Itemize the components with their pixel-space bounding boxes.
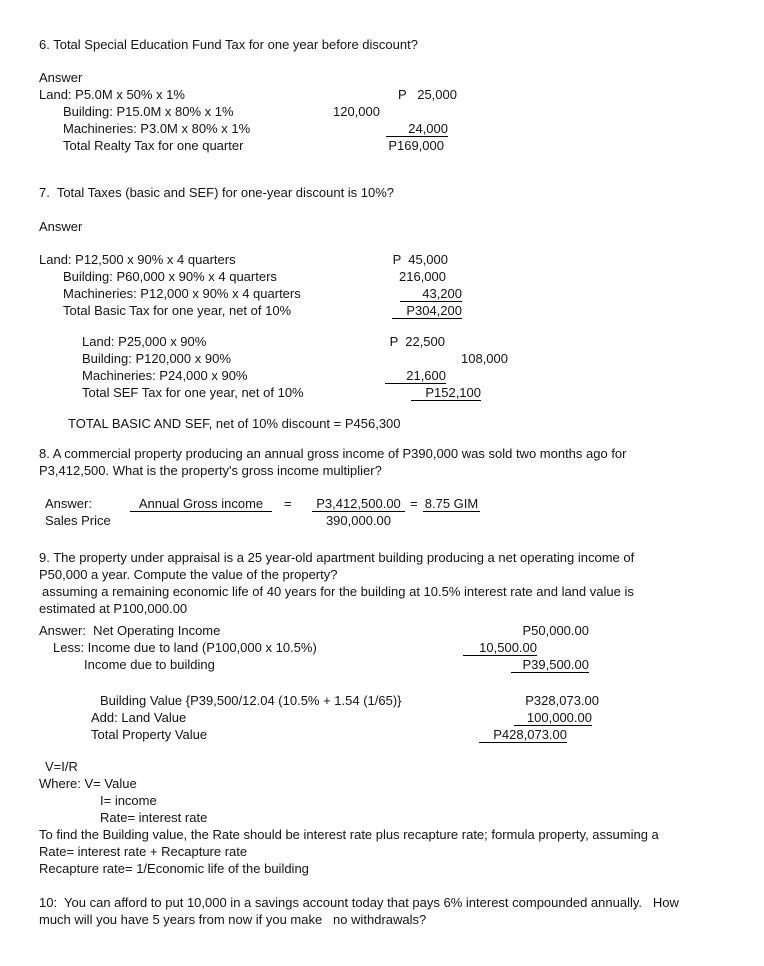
q8-equals-sign-1: = [284, 496, 292, 511]
formula-v-equals-ir: V=I/R [45, 759, 78, 774]
q7-sef-total-label: Total SEF Tax for one year, net of 10% [82, 385, 304, 400]
q9-less-land-label: Less: Income due to land (P100,000 x 10.5%) [53, 640, 317, 655]
q8-denominator-label: Sales Price [45, 513, 111, 528]
q9-less-land-amount: 10,500.00 [463, 640, 537, 656]
q7-sef-land-amount: P 22,500 [389, 334, 445, 349]
question-10-text-line1: 10: You can afford to put 10,000 in a savings account today that pays 6% interest compounded annually. How [39, 895, 679, 910]
q6-building-label: Building: P15.0M x 80% x 1% [63, 104, 234, 119]
q7-sef-building-label: Building: P120,000 x 90% [82, 351, 231, 366]
question-10-text-line2: much will you have 5 years from now if you make no withdrawals? [39, 912, 427, 927]
q6-total-label: Total Realty Tax for one quarter [63, 138, 244, 153]
q6-building-amount: 120,000 [333, 104, 380, 119]
q7-basic-land-label: Land: P12,500 x 90% x 4 quarters [39, 252, 236, 267]
q9-income-building-label: Income due to building [84, 657, 215, 672]
q7-basic-building-amount: 216,000 [399, 269, 446, 284]
q7-basic-total-amount: P304,200 [392, 303, 462, 319]
q6-machineries-label: Machineries: P3.0M x 80% x 1% [63, 121, 251, 136]
question-9-text-line1: 9. The property under appraisal is a 25 year-old apartment building producing a net operating income of [39, 550, 635, 565]
q9-add-land-amount: 100,000.00 [514, 710, 592, 726]
q9-add-land-label: Add: Land Value [91, 710, 187, 725]
q9-noi-amount: P50,000.00 [522, 623, 589, 638]
question-7-answer-label: Answer [39, 219, 83, 234]
q7-sef-land-label: Land: P25,000 x 90% [82, 334, 207, 349]
question-9-text-line4: estimated at P100,000.00 [39, 601, 188, 616]
q7-sef-machineries-amount: 21,600 [385, 368, 446, 384]
q7-grand-total-line: TOTAL BASIC AND SEF, net of 10% discount = P456,300 [68, 416, 401, 431]
formula-note-line1: To find the Building value, the Rate should be interest rate plus recapture rate; formula property, assuming a [39, 827, 659, 842]
q8-result-value: 8.75 GIM [424, 496, 479, 511]
question-6-title: 6. Total Special Education Fund Tax for one year before discount? [39, 37, 418, 52]
formula-where-value: Where: V= Value [39, 776, 137, 791]
q8-answer-label: Answer: [45, 496, 92, 511]
q6-machineries-amount: 24,000 [386, 121, 448, 137]
q6-land-label: Land: P5.0M x 50% x 1% [39, 87, 185, 102]
q6-total-amount: P169,000 [388, 138, 444, 153]
q8-equals-sign-2: = [410, 496, 418, 511]
q8-fraction-value: P3,412,500.00 [312, 496, 405, 512]
formula-recapture-rate: Recapture rate= 1/Economic life of the building [39, 861, 309, 876]
q9-building-value-amount: P328,073.00 [525, 693, 599, 708]
q9-noi-label: Answer: Net Operating Income [39, 623, 221, 638]
q7-basic-machineries-amount: 43,200 [400, 286, 462, 302]
question-7-title: 7. Total Taxes (basic and SEF) for one-year discount is 10%? [39, 185, 395, 200]
q9-building-value-label: Building Value {P39,500/12.04 (10.5% + 1.54 (1/65)} [100, 693, 402, 708]
question-6-answer-label: Answer [39, 70, 83, 85]
question-9-text-line3: assuming a remaining economic life of 40 years for the building at 10.5% interest rate and land value is [42, 584, 634, 599]
q7-basic-machineries-label: Machineries: P12,000 x 90% x 4 quarters [63, 286, 301, 301]
q6-land-amount: P 25,000 [397, 87, 457, 102]
q7-sef-total-amount: P152,100 [411, 385, 481, 401]
q7-basic-land-amount: P 45,000 [392, 252, 448, 267]
q7-basic-total-label: Total Basic Tax for one year, net of 10% [63, 303, 292, 318]
q8-denominator-value: 390,000.00 [325, 513, 392, 528]
q9-total-property-amount: P428,073.00 [479, 727, 567, 743]
question-8-text-line1: 8. A commercial property producing an annual gross income of P390,000 was sold two months ago for [39, 446, 627, 461]
question-9-text-line2: P50,000 a year. Compute the value of the property? [39, 567, 338, 582]
q9-income-building-amount: P39,500.00 [511, 657, 589, 673]
formula-rate-sum: Rate= interest rate + Recapture rate [39, 844, 248, 859]
formula-rate-def: Rate= interest rate [100, 810, 208, 825]
formula-income-def: I= income [100, 793, 157, 808]
q7-sef-building-amount: 108,000 [461, 351, 508, 366]
q7-sef-machineries-label: Machineries: P24,000 x 90% [82, 368, 248, 383]
q9-total-property-label: Total Property Value [91, 727, 208, 742]
question-8-text-line2: P3,412,500. What is the property's gross income multiplier? [39, 463, 382, 478]
q8-fraction-numerator: Annual Gross income [130, 496, 272, 512]
q7-basic-building-label: Building: P60,000 x 90% x 4 quarters [63, 269, 277, 284]
